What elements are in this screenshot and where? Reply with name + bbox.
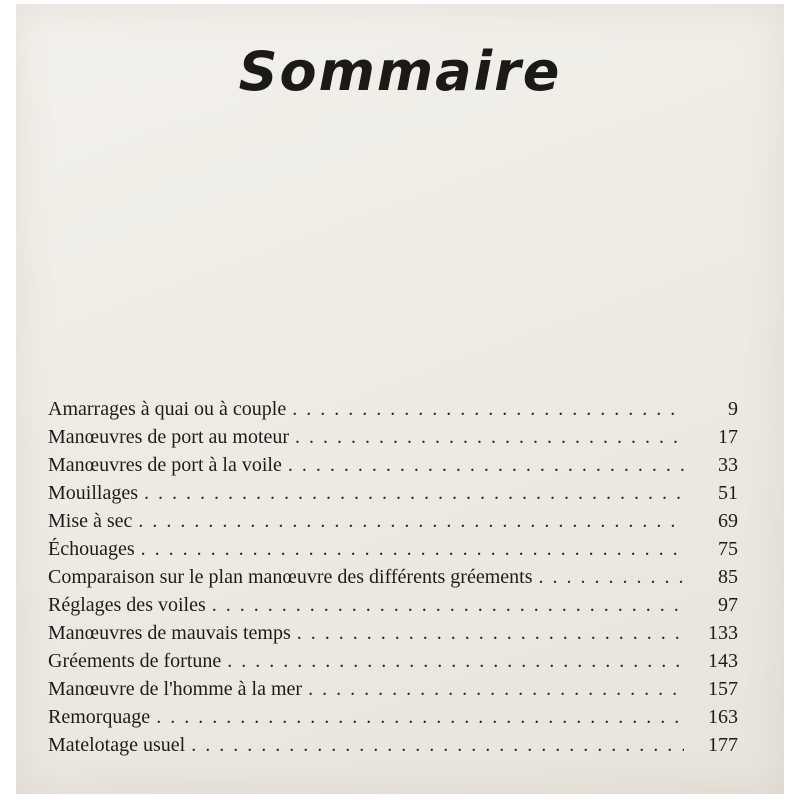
toc-entry-page: 157 — [708, 678, 738, 700]
toc-entry-title: Manœuvres de port à la voile — [48, 454, 282, 476]
dot-leader — [308, 678, 684, 701]
toc-entry-title: Mouillages — [48, 482, 138, 504]
toc-entry-title: Mise à sec — [48, 510, 133, 532]
toc-entry-title: Amarrages à quai ou à couple — [48, 398, 287, 420]
toc-entry-page: 17 — [718, 426, 738, 448]
toc-entry — [48, 650, 738, 678]
toc-entry-page: 9 — [728, 398, 738, 420]
table-of-contents — [48, 398, 738, 762]
toc-entry — [48, 482, 738, 510]
dot-leader — [297, 622, 684, 645]
dot-leader — [156, 706, 684, 729]
toc-entry-page: 143 — [708, 650, 738, 672]
toc-entry-page: 97 — [718, 594, 738, 616]
toc-entry-title: Gréements de fortune — [48, 650, 222, 672]
toc-entry-page: 133 — [708, 622, 738, 644]
toc-entry-title: Réglages des voiles — [48, 594, 206, 616]
toc-entry-page: 69 — [718, 510, 738, 532]
toc-entry-title: Échouages — [48, 538, 135, 560]
toc-entry-title: Manœuvre de l'homme à la mer — [48, 678, 303, 700]
toc-entry-title: Remorquage — [48, 706, 151, 728]
dot-leader — [212, 594, 684, 617]
page-title: Sommaire — [238, 40, 562, 103]
toc-entry-title: Manœuvres de port au moteur — [48, 426, 290, 448]
toc-entry-page: 51 — [718, 482, 738, 504]
toc-entry — [48, 566, 738, 594]
toc-entry-page: 177 — [708, 734, 738, 756]
dot-leader — [227, 650, 684, 673]
dot-leader — [138, 510, 684, 533]
toc-entry — [48, 538, 738, 566]
dot-leader — [144, 482, 684, 505]
toc-entry-page: 33 — [718, 454, 738, 476]
toc-entry-title: Matelotage usuel — [48, 734, 186, 756]
dot-leader — [539, 566, 685, 589]
dot-leader — [141, 538, 684, 561]
dot-leader — [288, 454, 684, 477]
toc-entry — [48, 398, 738, 426]
dot-leader — [292, 398, 684, 421]
toc-entry — [48, 678, 738, 706]
toc-entry-page: 163 — [708, 706, 738, 728]
toc-entry-title: Manœuvres de mauvais temps — [48, 622, 291, 644]
toc-entry — [48, 426, 738, 454]
toc-entry — [48, 706, 738, 734]
toc-entry-title: Comparaison sur le plan manœuvre des différents gréements — [48, 566, 533, 588]
toc-entry-page: 75 — [718, 538, 738, 560]
book-page — [16, 4, 784, 794]
toc-entry-page: 85 — [718, 566, 738, 588]
toc-entry — [48, 594, 738, 622]
toc-entry — [48, 454, 738, 482]
dot-leader — [295, 426, 684, 449]
toc-entry — [48, 734, 738, 762]
toc-entry — [48, 510, 738, 538]
toc-entry — [48, 622, 738, 650]
dot-leader — [191, 734, 684, 757]
